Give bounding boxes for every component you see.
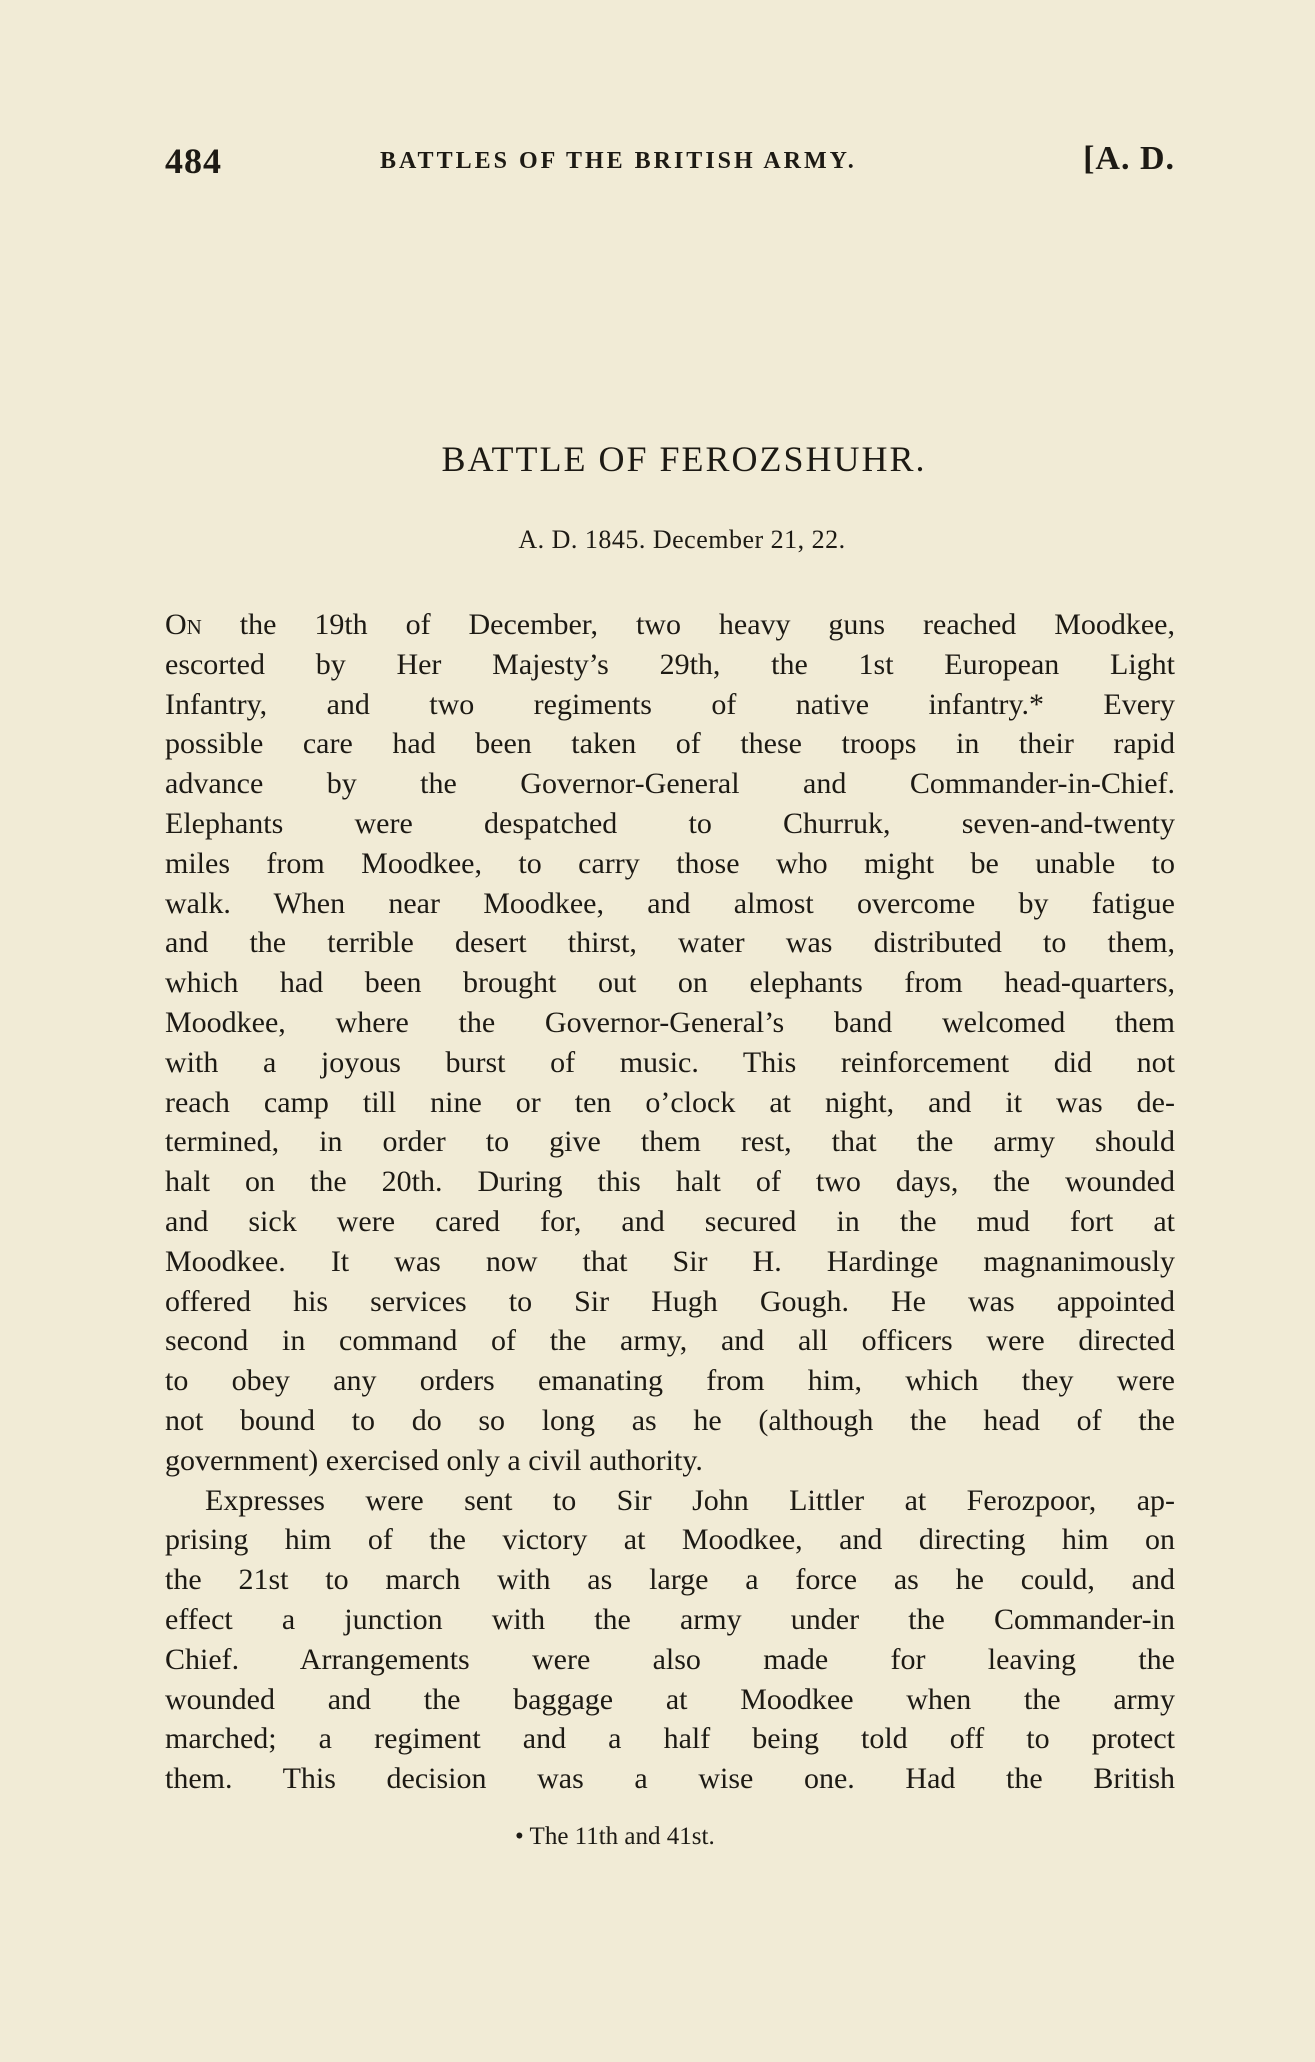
text-line: Moodkee. It was now that Sir H. Hardinge magnanimously [165, 1244, 1175, 1278]
text-line: them. This decision was a wise one. Had the British [165, 1762, 1175, 1796]
text-line: marched; a regiment and a half being told off to protect [165, 1722, 1175, 1756]
text-line: with a joyous burst of music. This reinforcement did not [165, 1045, 1175, 1079]
text-line: reach camp till nine or ten o’clock at night, and it was de- [165, 1085, 1175, 1119]
text-line: halt on the 20th. During this halt of two days, the wounded [165, 1165, 1175, 1199]
text-line: effect a junction with the army under the Commander-in [165, 1602, 1175, 1636]
text-line: not bound to do so long as he (although the head of the [165, 1403, 1175, 1437]
text-line: Infantry, and two regiments of native infantry.* Every [165, 687, 1175, 721]
running-head-era: [A. D. [1083, 140, 1175, 177]
running-head-title: BATTLES OF THE BRITISH ARMY. [380, 148, 857, 174]
text-line: Elephants were despatched to Churruk, seven-and-twenty [165, 806, 1175, 840]
text-line: Chief. Arrangements were also made for leaving the [165, 1642, 1175, 1676]
text-line: prising him of the victory at Moodkee, and directing him on [165, 1523, 1175, 1557]
text-line: miles from Moodkee, to carry those who might be unable to [165, 846, 1175, 880]
text-line: possible care had been taken of these troops in their rapid [165, 727, 1175, 761]
chapter-title: BATTLE OF FEROZSHUHR. [441, 439, 927, 479]
chapter-date-line: A. D. 1845. December 21, 22. [518, 525, 846, 554]
running-head [165, 140, 1175, 186]
footnote: • The 11th and 41st. [515, 1823, 715, 1850]
text-line: Expresses were sent to Sir John Littler at Ferozpoor, ap- [205, 1483, 1175, 1517]
text-line: and the terrible desert thirst, water was distributed to them, [165, 926, 1175, 960]
text-line: which had been brought out on elephants from head-quarters, [165, 966, 1175, 1000]
text-line: second in command of the army, and all officers were directed [165, 1324, 1175, 1358]
text-line: advance by the Governor-General and Commander-in-Chief. [165, 767, 1175, 801]
text-line: On the 19th of December, two heavy guns reached Moodkee, [165, 608, 1175, 641]
text-line: termined, in order to give them rest, that the army should [165, 1125, 1175, 1159]
text-line: the 21st to march with as large a force as he could, and [165, 1563, 1175, 1597]
opening-word: On [165, 608, 202, 641]
text-line: Moodkee, where the Governor-General’s band welcomed them [165, 1005, 1175, 1039]
text-line: to obey any orders emanating from him, which they were [165, 1364, 1175, 1398]
page-number: 484 [165, 141, 222, 181]
text-line: offered his services to Sir Hugh Gough. He was appointed [165, 1284, 1175, 1318]
text-line: walk. When near Moodkee, and almost overcome by fatigue [165, 886, 1175, 920]
text-line: wounded and the baggage at Moodkee when the army [165, 1682, 1175, 1716]
body-text [165, 605, 1175, 1799]
text-line: escorted by Her Majesty’s 29th, the 1st European Light [165, 647, 1175, 681]
text-line: and sick were cared for, and secured in the mud fort at [165, 1204, 1175, 1238]
text-line: government) exercised only a civil authority. [165, 1443, 703, 1477]
